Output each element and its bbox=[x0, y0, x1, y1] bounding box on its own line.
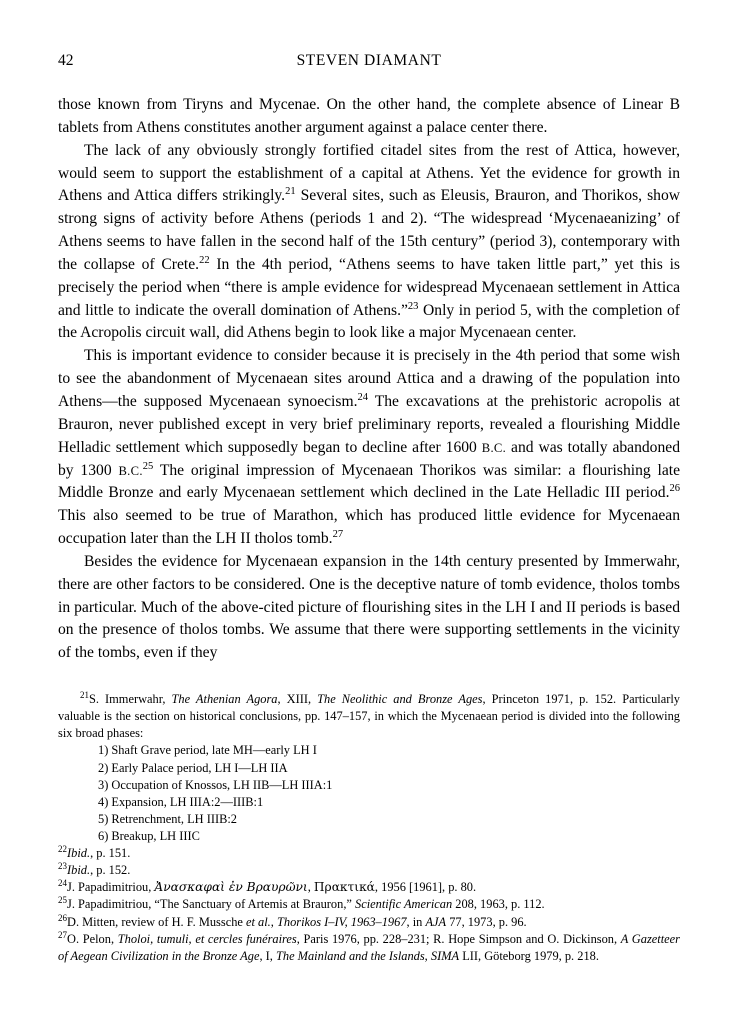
footnote-number: 26 bbox=[58, 912, 67, 923]
footnote: $^{22}$Ibid., p. 151. bbox=[58, 843, 131, 861]
footnote: $^{23}$Ibid., p. 152. bbox=[58, 861, 131, 878]
page-number: 42 bbox=[58, 52, 74, 69]
title-italic: Tholoi, tumuli, et cercles funéraires bbox=[117, 931, 297, 946]
footnote-ref: 23 bbox=[407, 300, 419, 312]
greek-text: Πρακτικά bbox=[313, 880, 375, 895]
paragraph: This is important evidence to consider because it is precisely in the 4th period that some wish to see the abandonment of Mycenaean sites around Attica and a drawing of the population into Athens—the supposed Mycenaean synoecism.$^{24}$ The excavations at the prehistoric acropolis at Brauron, never published except in very brief preliminary reports, revealed a flourishing Middle Helladic settlement which supposedly began to decline after 1600 B.C. and was totally abandoned by 1300 B.C.$^{25}$ The original impression of Mycenaean Thorikos was similar: a flourishing late Middle Bronze and early Mycenaean settlement which declined in the Late Helladic III period.$^{26}$ This also seemed to be true of Marathon, which has produced little evidence for Mycenaean occupation later than the LH II tholos tomb.$^{27}$ bbox=[58, 347, 681, 548]
title-italic: The Neolithic and Bronze Ages bbox=[317, 692, 483, 707]
footnote-list-item: 2) Early Palace period, LH I—LH IIA bbox=[98, 760, 288, 775]
footnote-ref: 21 bbox=[285, 186, 296, 198]
footnote-number: 23 bbox=[58, 861, 67, 872]
paragraph: Besides the evidence for Mycenaean expansion in the 14th century presented by Immerwahr, there are other factors to be considered. One is the deceptive nature of tomb evidence, tholos tombs in particular. Much of the above-cited picture of flourishing sites in the LH I and II periods is based on the presence of tholos tombs. We assume that there were supporting settlements in the vicinity of the tombs, even if they bbox=[58, 552, 680, 662]
footnote-list-item: 6) Breakup, LH IIIC bbox=[98, 828, 200, 843]
title-italic: The Athenian Agora bbox=[171, 692, 278, 707]
body-text bbox=[58, 94, 680, 665]
small-caps: B.C. bbox=[481, 440, 507, 455]
small-caps: B.C. bbox=[118, 463, 143, 478]
running-head bbox=[58, 52, 680, 78]
footnote-list-item: 3) Occupation of Knossos, LH IIB—LH IIIA:1 bbox=[98, 777, 333, 792]
title-italic: et al. bbox=[246, 914, 271, 929]
footnote-list-item: 5) Retrenchment, LH IIIB:2 bbox=[98, 811, 238, 826]
title-italic: Ibid. bbox=[67, 863, 91, 878]
footnote-ref: 26 bbox=[669, 483, 680, 495]
footnote: $^{24}$J. Papadimitriou, Ἀνασκαφαὶ ἐν Βραυρῶνι, Πρακτικά, 1956 [1961], p. 80. bbox=[58, 878, 477, 895]
paragraph: The lack of any obviously strongly fortified citadel sites from the rest of Attica, however, would seem to support the establishment of a capital at Athens. Yet the evidence for growth in Athens and Attica differs strikingly.$^{21}$ Several sites, such as Eleusis, Brauron, and Thorikos, show strong signs of activity before Athens (periods 1 and 2). “The widespread ‘Mycenaeanizing’ of Athens seems to have fallen in the second half of the 15th century” (period 3), contemporary with the collapse of Crete.$^{22}$ In the 4th period, “Athens seems to have taken little part,” yet this is precisely the period when “there is ample evidence for widespread Mycenaean settlement in Attica and little to indicate the overall domination of Athens.”$^{23}$ Only in period 5, with the completion of the Acropolis circuit wall, did Athens begin to look like a major Mycenaean center. bbox=[58, 141, 681, 342]
footnote: $^{25}$J. Papadimitriou, “The Sanctuary of Artemis at Brauron,” Scientific American 208, 1963, p. 112. bbox=[58, 895, 545, 912]
title-italic: Scientific American bbox=[355, 897, 453, 912]
running-title: STEVEN DIAMANT bbox=[296, 52, 442, 69]
footnote-number: 22 bbox=[58, 843, 67, 854]
footnote-number: 21 bbox=[80, 689, 89, 700]
footnote-ref: 24 bbox=[357, 391, 368, 403]
title-italic: Thorikos I–IV, 1963–1967 bbox=[276, 914, 407, 929]
footnote: $^{26}$D. Mitten, review of H. F. Mussche et al., Thorikos I–IV, 1963–1967, in AJA 77, 1973, p. 96. bbox=[58, 912, 527, 929]
paragraph: those known from Tiryns and Mycenae. On the other hand, the complete absence of Linear B tablets from Athens constitutes another argument against a palace center there. bbox=[58, 96, 680, 136]
title-italic: The Mainland and the Islands bbox=[275, 948, 425, 963]
footnote: $^{27}$O. Pelon, Tholoi, tumuli, et cercles funéraires, Paris 1976, pp. 228–231; R. Hope Simpson and O. Dickinson, A Gazetteer of Aegean Civilization in the Bronze Age, I, The Mainland and the Islands, SIMA LII, Göteborg 1979, p. 218. bbox=[58, 929, 680, 963]
footnotes bbox=[58, 691, 680, 965]
greek-text: Ἀνασκαφαὶ ἐν Βραυρῶνι bbox=[154, 880, 308, 895]
title-italic: A Gazetteer of Aegean Civilization in the Bronze Age bbox=[58, 931, 680, 963]
footnote-number: 25 bbox=[58, 895, 67, 906]
footnote-number: 27 bbox=[58, 929, 67, 940]
title-italic: SIMA bbox=[430, 948, 460, 963]
footnote: $^{21}$S. Immerwahr, The Athenian Agora, XIII, The Neolithic and Bronze Ages, Princeton 1971, p. 152. Particularly valuable is the section on historical conclusions, pp. 147–157, in which the Mycenaean period is divided into the following six broad phases: bbox=[58, 689, 681, 741]
footnote-number: 24 bbox=[58, 878, 67, 889]
footnote-list-item: 4) Expansion, LH IIIA:2—IIIB:1 bbox=[98, 794, 264, 809]
footnote-ref: 25 bbox=[142, 460, 154, 472]
title-italic: AJA bbox=[425, 914, 447, 929]
footnote-ref: 22 bbox=[199, 254, 210, 266]
title-italic: Ibid. bbox=[67, 846, 91, 861]
footnote-ref: 27 bbox=[332, 528, 344, 540]
footnote-list-item: 1) Shaft Grave period, late MH—early LH I bbox=[98, 743, 317, 758]
